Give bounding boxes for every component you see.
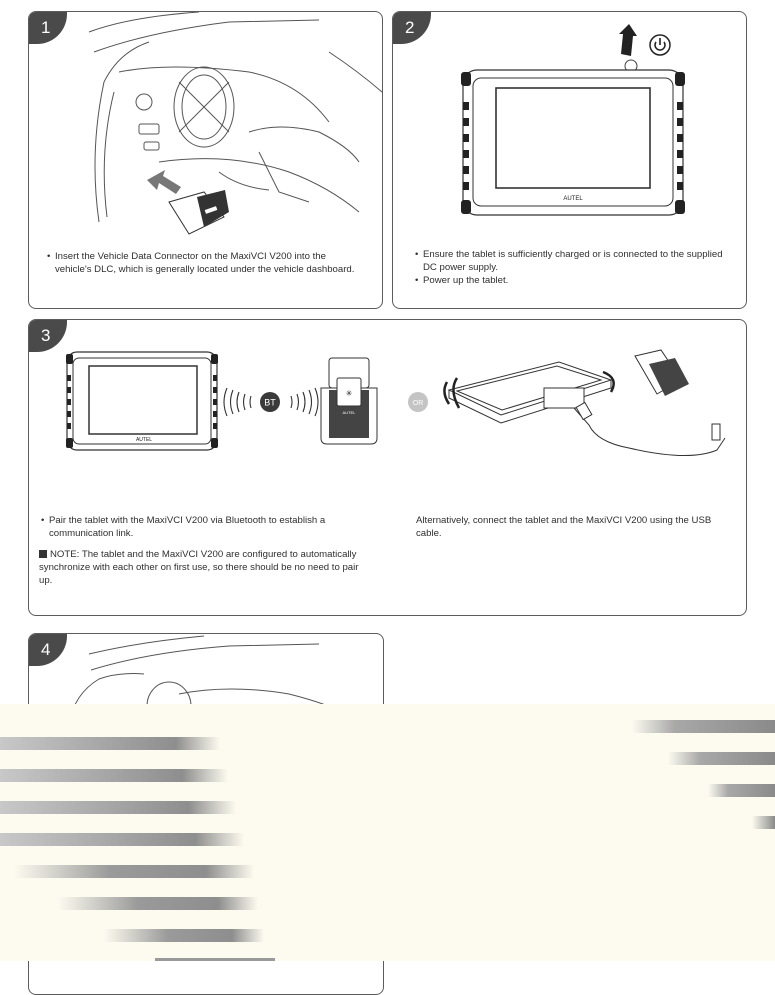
step-1-bullet: • Insert the Vehicle Data Connector on the MaxiVCI V200 into the vehicle's DLC, which is generally located under the vehicle dashboard.: [45, 250, 363, 276]
step-3-alternative: Alternatively, connect the tablet and the MaxiVCI V200 using the USB cable.: [416, 515, 712, 539]
note-text: The tablet and the MaxiVCI V200 are configured to automatically synchronize with each other on first use, so there should be no need to pair up.: [39, 549, 359, 586]
artifact-stripe: [752, 816, 775, 829]
bluetooth-pairing-illustration: [29, 320, 746, 490]
step-2-text: [413, 248, 731, 287]
svg-text:AUTEL: AUTEL: [342, 410, 356, 415]
vci-device: [321, 358, 377, 444]
note-label: NOTE:: [50, 549, 80, 560]
step-1-panel: [28, 11, 383, 309]
artifact-stripe: [0, 833, 244, 846]
step-2-badge: 2: [393, 12, 431, 44]
artifact-stripe: [632, 720, 775, 733]
car-interior-illustration: [29, 12, 382, 242]
step-2-panel: [392, 11, 747, 309]
artifact-stripe: [668, 752, 775, 765]
vci-device-side: [635, 350, 689, 396]
svg-text:✳: ✳: [345, 389, 353, 398]
note-icon: [39, 550, 47, 558]
artifact-stripe: [0, 801, 236, 814]
scan-artifact-region: [0, 704, 775, 961]
tablet-device: [461, 70, 685, 215]
tablet-brand-label: AUTEL: [563, 196, 583, 202]
pointing-hand-icon: [619, 24, 637, 56]
step-3-bullet: • Pair the tablet with the MaxiVCI V200 via Bluetooth to establish a communication link.: [39, 514, 369, 540]
step-3-note: [39, 548, 369, 587]
or-label: OR: [412, 400, 424, 407]
tablet-device-small: [66, 352, 218, 450]
insert-arrow-icon: [147, 170, 181, 194]
artifact-stripe: [0, 769, 228, 782]
bluetooth-label: BT: [264, 397, 276, 408]
tablet-power-illustration: [393, 12, 746, 242]
artifact-stripe: [104, 929, 264, 942]
step-1-text: [45, 250, 363, 276]
step-1-badge: 1: [29, 12, 67, 44]
step-2-bullet-2: • Power up the tablet.: [413, 274, 731, 287]
vci-connector-illustration: [169, 190, 229, 234]
artifact-stripe: [0, 737, 220, 750]
artifact-stripe: [58, 897, 258, 910]
artifact-stripe: [14, 865, 254, 878]
artifact-stripe: [708, 784, 775, 797]
step-2-bullet-1: • Ensure the tablet is sufficiently charged or is connected to the supplied DC power supply.: [413, 248, 731, 274]
step-3-panel: [28, 319, 747, 616]
step-3-badge: 3: [29, 320, 67, 352]
tablet-small-brand: AUTEL: [135, 437, 153, 443]
step-4-badge: 4: [29, 634, 67, 666]
step-3-left-text: [39, 514, 369, 587]
step-3-right-text: [416, 514, 734, 540]
